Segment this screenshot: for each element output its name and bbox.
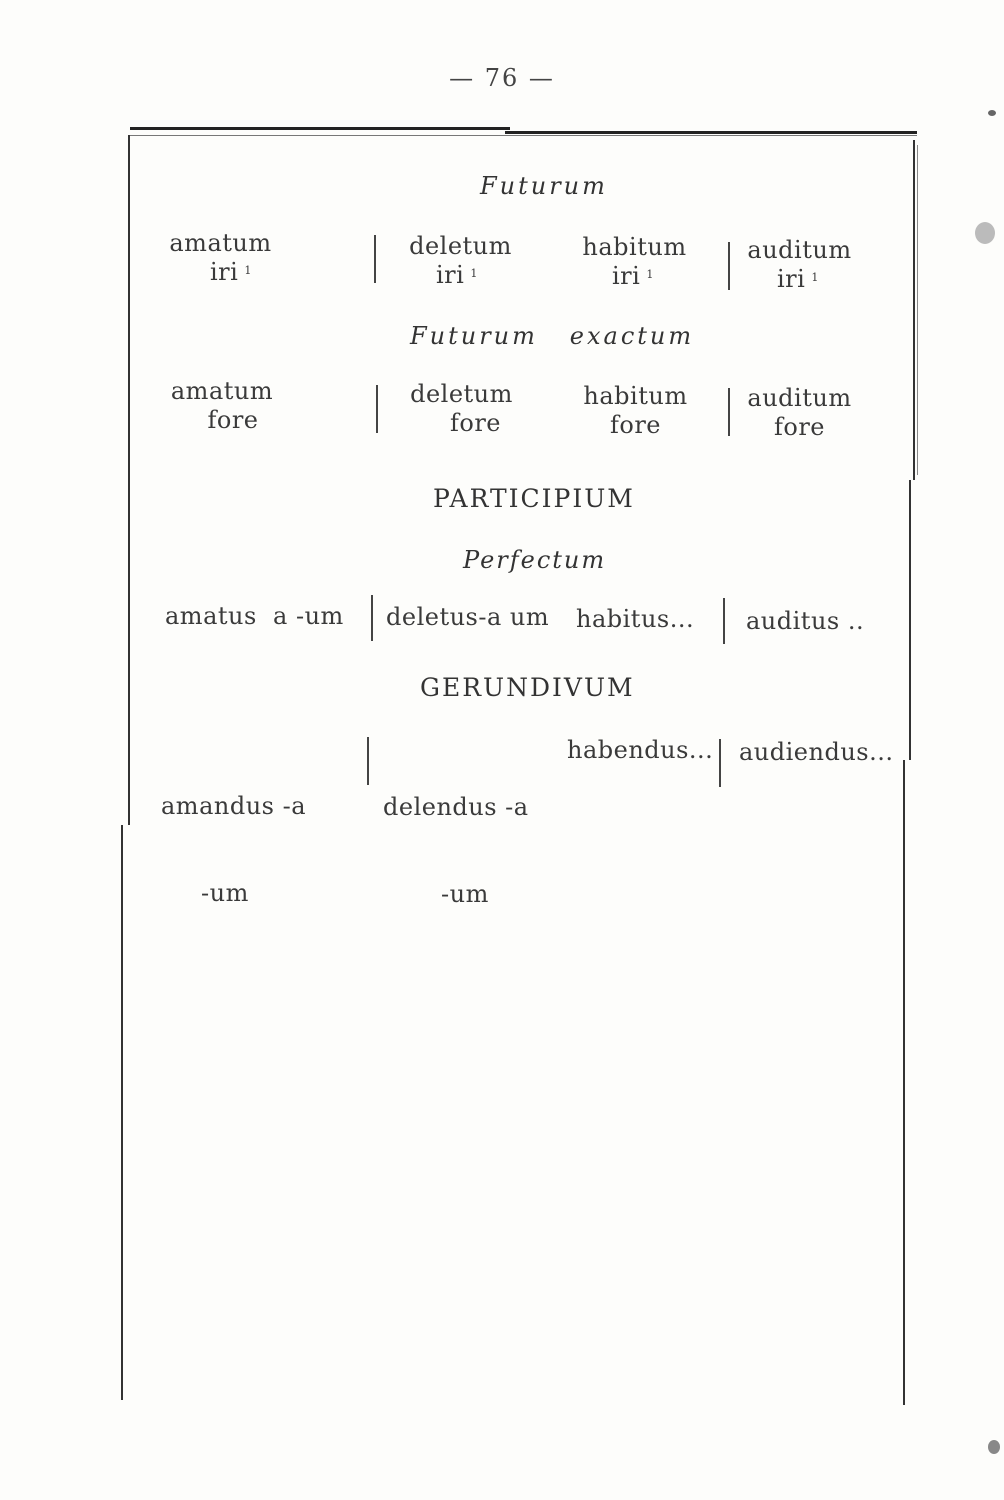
column-separator xyxy=(719,739,721,787)
frame-right-rule xyxy=(913,140,915,480)
cell-line2: fore xyxy=(609,411,661,439)
cell-line2 xyxy=(747,265,852,294)
cell-line2-text: iri xyxy=(436,261,465,289)
cell-line2: -um xyxy=(441,880,489,908)
frame-left-rule xyxy=(121,825,123,1400)
cell-line2 xyxy=(582,262,687,291)
frame-top-rule-thin xyxy=(130,135,917,136)
frame-right-rule-outer xyxy=(917,145,918,475)
participium-cell-deletus: deletus-a um xyxy=(386,603,550,631)
column-separator xyxy=(728,242,730,290)
gerundivum-cell-audiendus: audiendus... xyxy=(739,738,894,766)
cell-line1: amandus -a xyxy=(161,792,307,820)
scan-speck xyxy=(975,222,995,244)
futurum-cell-amatum xyxy=(168,229,273,287)
section-title-participium: PARTICIPIUM xyxy=(433,484,635,513)
cell-line1: auditum xyxy=(747,236,852,264)
cell-line1: delendus -a xyxy=(383,793,529,821)
futurum-cell-auditum xyxy=(747,236,852,294)
frame-top-rule xyxy=(505,131,917,134)
frame-top-rule xyxy=(130,127,510,130)
page-number: — 76 — xyxy=(449,64,555,92)
section-title-futurum-exactum: Futurum exactum xyxy=(410,322,695,350)
footnote-marker: 1 xyxy=(470,267,478,280)
cell-line1: habitum xyxy=(582,233,687,261)
gerundivum-cell-amandus xyxy=(161,734,306,937)
column-separator xyxy=(374,235,376,283)
column-separator xyxy=(376,385,378,433)
participium-cell-amatus: amatus a -um xyxy=(165,602,344,630)
cell-line2: -um xyxy=(201,879,249,907)
footnote-marker: 1 xyxy=(811,271,819,284)
gerundivum-cell-habendus: habendus... xyxy=(567,736,714,764)
participium-cell-auditus: auditus .. xyxy=(746,607,865,635)
futurum-cell-deletum xyxy=(408,232,513,290)
participium-cell-habitus: habitus... xyxy=(576,605,695,633)
column-separator xyxy=(367,737,369,785)
gerundivum-cell-delendus xyxy=(383,735,529,938)
cell-line1: amatum xyxy=(170,377,274,405)
cell-line2: fore xyxy=(773,413,825,441)
cell-line1: auditum xyxy=(747,384,852,412)
section-subtitle-perfectum: Perfectum xyxy=(463,546,607,574)
column-separator xyxy=(728,388,730,436)
futurum-exactum-cell-deletum xyxy=(409,380,514,438)
cell-line2: fore xyxy=(207,406,259,434)
column-separator xyxy=(723,598,725,644)
futurum-exactum-cell-auditum xyxy=(747,384,852,442)
cell-line2-text: iri xyxy=(612,262,641,290)
cell-line1: deletum xyxy=(410,380,513,408)
footnote-marker: 1 xyxy=(244,264,252,277)
frame-right-rule xyxy=(903,760,905,1405)
cell-line2-text: iri xyxy=(210,258,239,286)
section-title-gerundivum: GERUNDIVUM xyxy=(420,673,635,702)
scan-speck xyxy=(988,1440,1000,1454)
frame-right-rule xyxy=(909,480,911,760)
futurum-cell-habitum xyxy=(582,233,687,291)
cell-line1: habitum xyxy=(583,382,688,410)
frame-left-rule xyxy=(128,135,130,825)
cell-line2 xyxy=(168,258,273,287)
cell-line2 xyxy=(408,261,513,290)
scan-speck xyxy=(988,110,996,116)
cell-line1: deletum xyxy=(409,232,512,260)
section-title-futurum: Futurum xyxy=(480,172,608,200)
column-separator xyxy=(371,595,373,641)
cell-line2-text: iri xyxy=(777,265,806,293)
cell-line1: amatum xyxy=(169,229,272,257)
cell-line2: fore xyxy=(449,409,501,437)
futurum-exactum-cell-habitum xyxy=(583,382,688,440)
footnote-marker: 1 xyxy=(646,268,654,281)
futurum-exactum-cell-amatum xyxy=(167,377,277,435)
